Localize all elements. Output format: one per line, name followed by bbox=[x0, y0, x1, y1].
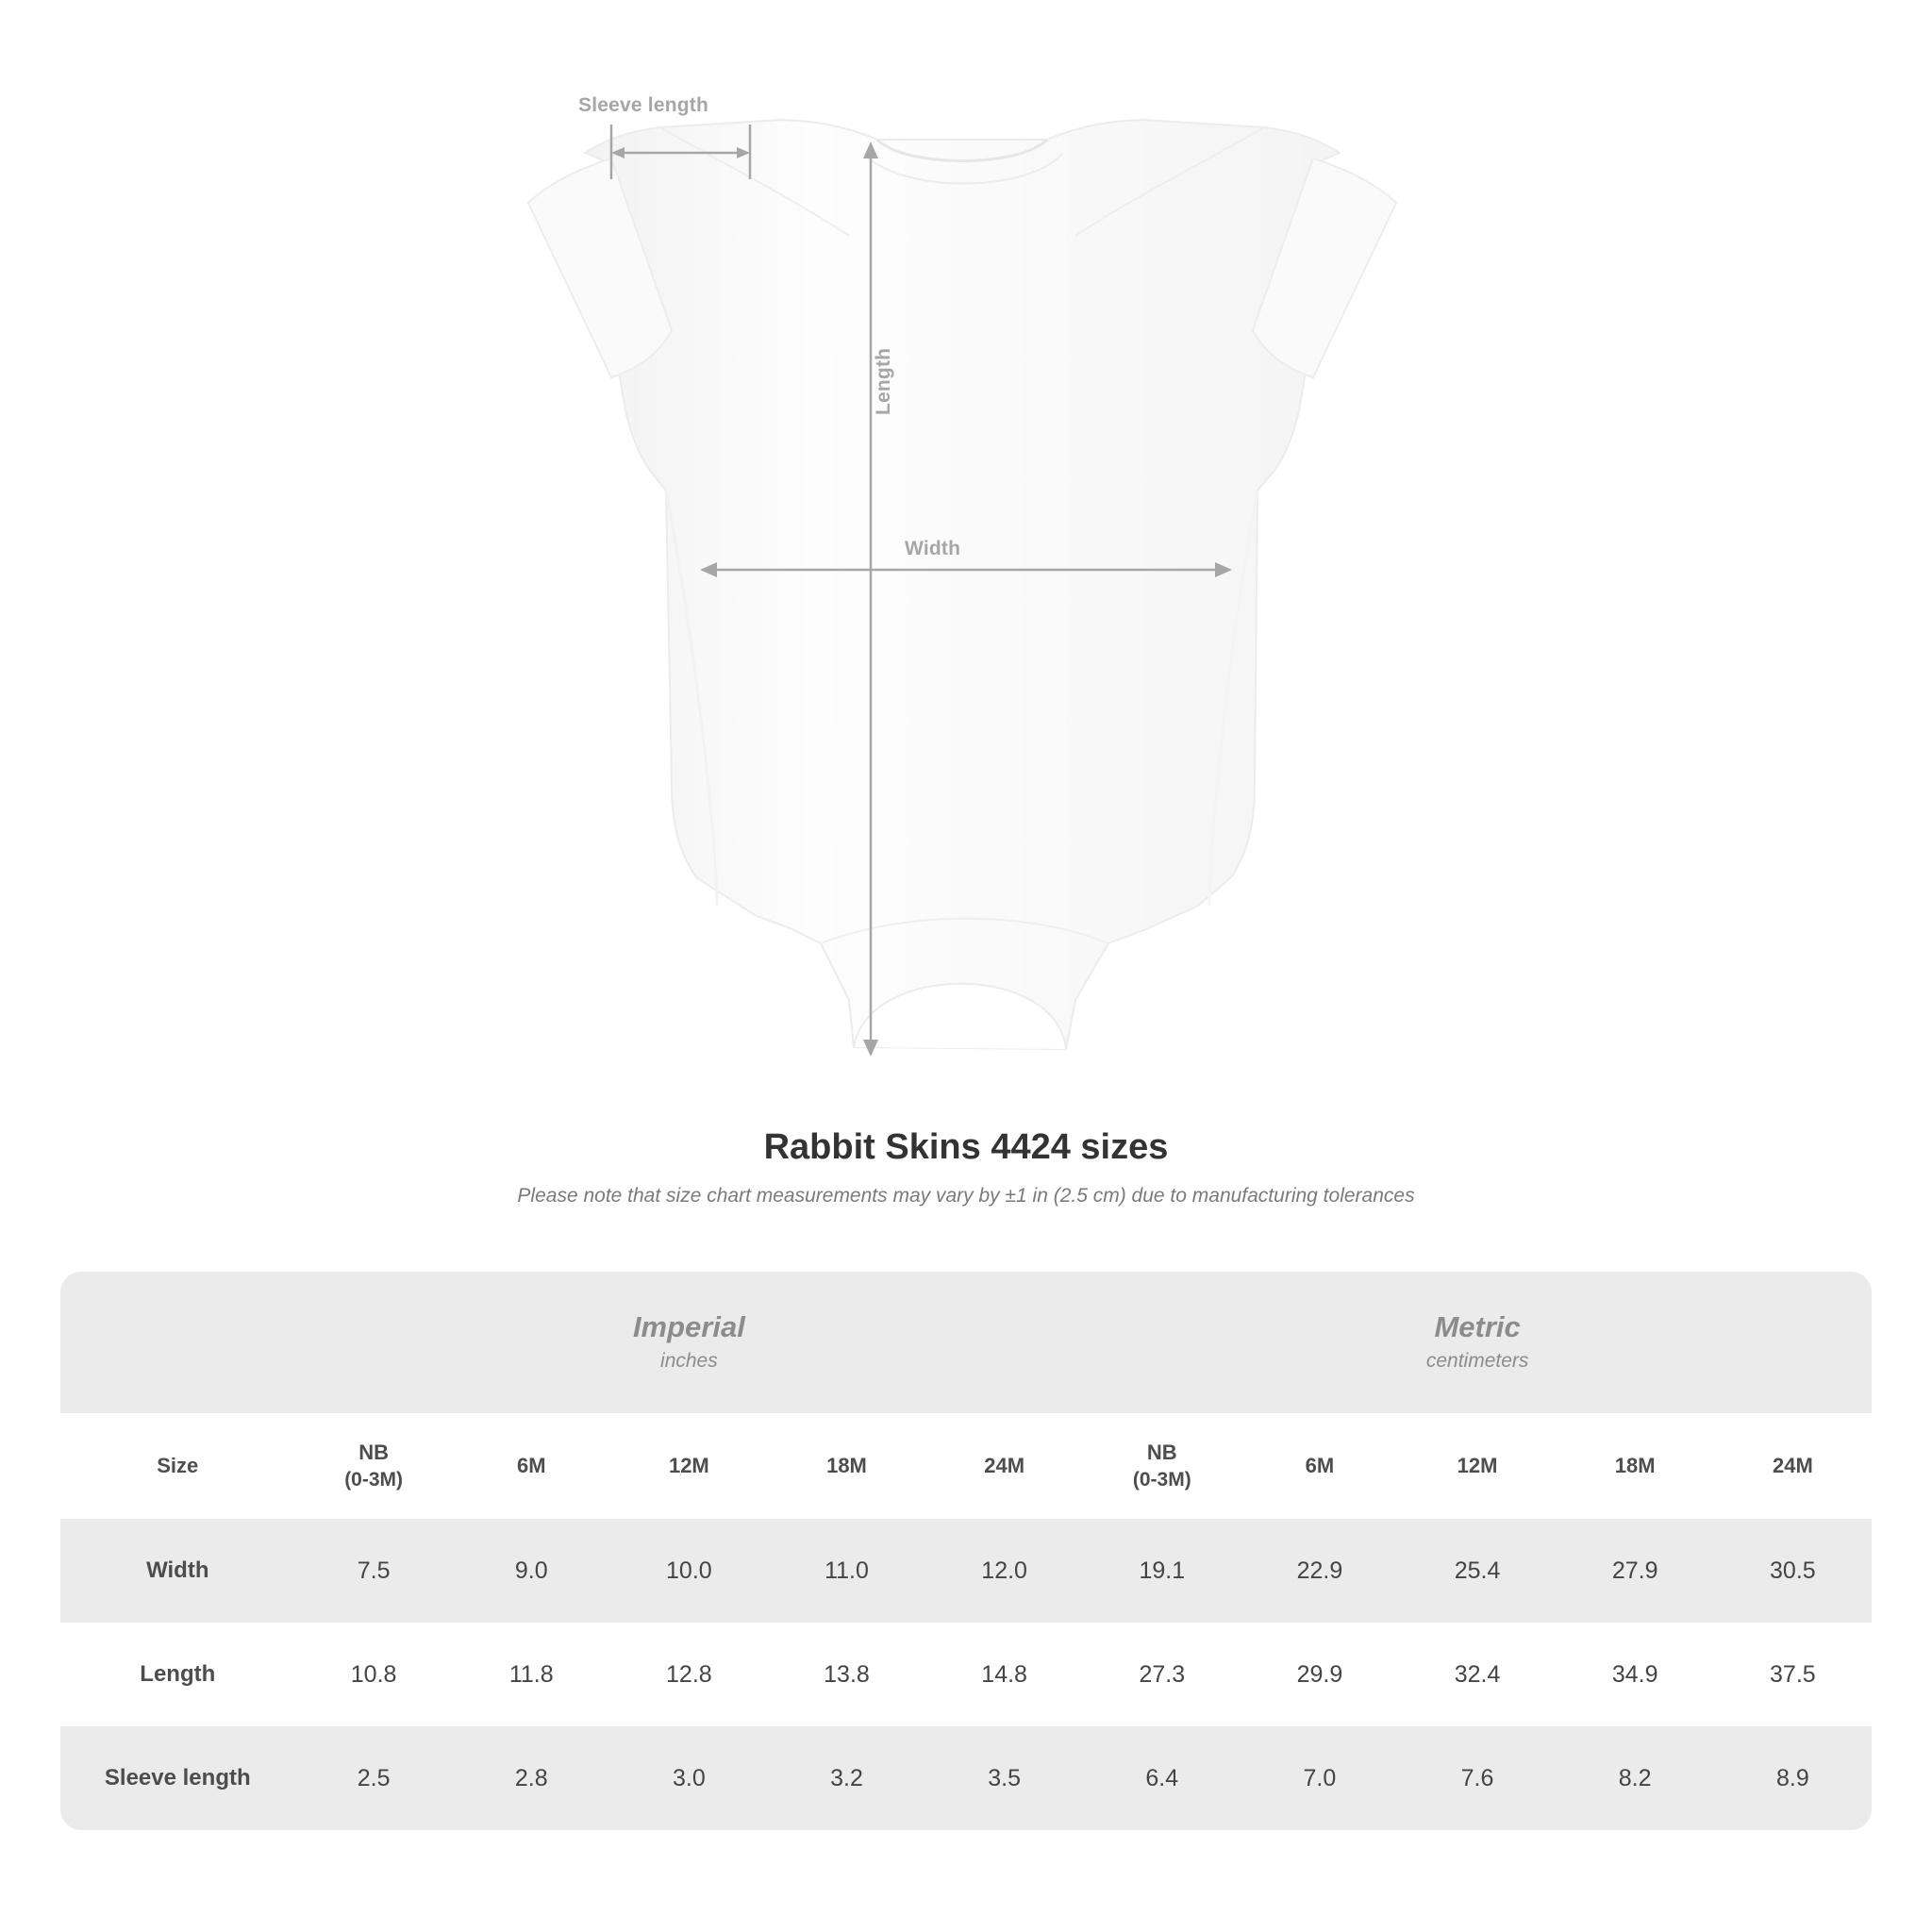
cell-sleeve-0: 2.5 bbox=[295, 1726, 453, 1830]
cell-width-5: 19.1 bbox=[1083, 1519, 1241, 1623]
cell-sleeve-7: 7.6 bbox=[1398, 1726, 1556, 1830]
cell-sleeve-2: 3.0 bbox=[610, 1726, 768, 1830]
cell-sleeve-9: 8.9 bbox=[1714, 1726, 1872, 1830]
header-col-8-label: 18M bbox=[1614, 1453, 1656, 1477]
tolerance-note: Please note that size chart measurements may vary by ±1 in (2.5 cm) due to manufacturing tolerances bbox=[517, 1185, 1415, 1207]
cell-width-1: 9.0 bbox=[453, 1519, 610, 1623]
cell-width-6: 22.9 bbox=[1241, 1519, 1398, 1623]
header-col-3-label: 18M bbox=[826, 1453, 867, 1477]
header-col-5-sub: (0-3M) bbox=[1132, 1468, 1191, 1491]
cell-length-3: 13.8 bbox=[768, 1623, 925, 1726]
unit-group-metric-name: Metric bbox=[1434, 1309, 1521, 1343]
cell-width-9: 30.5 bbox=[1714, 1519, 1872, 1623]
cell-length-4: 14.8 bbox=[925, 1623, 1083, 1726]
header-col-0-label: NB bbox=[358, 1441, 389, 1465]
table-row bbox=[60, 1623, 1872, 1726]
header-col-4 bbox=[925, 1413, 1083, 1519]
header-col-7-label: 12M bbox=[1457, 1453, 1498, 1477]
width-label: Width bbox=[905, 538, 961, 559]
unit-group-metric-sub: centimeters bbox=[1425, 1349, 1529, 1372]
unit-group-imperial-name: Imperial bbox=[632, 1309, 745, 1343]
header-col-3 bbox=[768, 1413, 925, 1519]
cell-width-2: 10.0 bbox=[610, 1519, 768, 1623]
header-col-8 bbox=[1557, 1413, 1714, 1519]
cell-length-5: 27.3 bbox=[1083, 1623, 1241, 1726]
bodysuit-shape bbox=[528, 120, 1396, 1049]
unit-group-header-row bbox=[60, 1272, 1872, 1413]
title-block bbox=[0, 1127, 1932, 1208]
header-col-1-label: 6M bbox=[516, 1453, 546, 1477]
row-label-length: Length bbox=[60, 1623, 295, 1726]
column-header-row bbox=[60, 1413, 1872, 1519]
cell-length-1: 11.8 bbox=[453, 1623, 610, 1726]
header-col-4-label: 24M bbox=[984, 1453, 1025, 1477]
header-size: Size bbox=[60, 1413, 295, 1519]
cell-length-6: 29.9 bbox=[1241, 1623, 1398, 1726]
header-col-9 bbox=[1714, 1413, 1872, 1519]
cell-width-0: 7.5 bbox=[295, 1519, 453, 1623]
header-col-2 bbox=[610, 1413, 768, 1519]
header-col-6-label: 6M bbox=[1305, 1453, 1335, 1477]
cell-width-7: 25.4 bbox=[1398, 1519, 1556, 1623]
unit-group-metric bbox=[1083, 1272, 1872, 1413]
size-table-wrap bbox=[60, 1272, 1872, 1830]
cell-length-7: 32.4 bbox=[1398, 1623, 1556, 1726]
cell-sleeve-6: 7.0 bbox=[1241, 1726, 1398, 1830]
header-col-2-label: 12M bbox=[668, 1453, 709, 1477]
header-col-0 bbox=[295, 1413, 453, 1519]
cell-sleeve-8: 8.2 bbox=[1557, 1726, 1714, 1830]
header-col-1 bbox=[453, 1413, 610, 1519]
cell-sleeve-3: 3.2 bbox=[768, 1726, 925, 1830]
row-label-width: Width bbox=[60, 1519, 295, 1623]
unit-group-imperial bbox=[295, 1272, 1084, 1413]
cell-length-8: 34.9 bbox=[1557, 1623, 1714, 1726]
page-title: Rabbit Skins 4424 sizes bbox=[763, 1127, 1169, 1167]
cell-length-0: 10.8 bbox=[295, 1623, 453, 1726]
table-row bbox=[60, 1726, 1872, 1830]
unit-header-spacer bbox=[60, 1272, 295, 1413]
table-row bbox=[60, 1519, 1872, 1623]
header-col-0-sub: (0-3M) bbox=[344, 1468, 404, 1491]
unit-group-imperial-sub: inches bbox=[660, 1349, 718, 1372]
length-label: Length bbox=[873, 347, 894, 415]
row-label-sleeve-length: Sleeve length bbox=[60, 1726, 295, 1830]
cell-sleeve-5: 6.4 bbox=[1083, 1726, 1241, 1830]
header-col-5-label: NB bbox=[1146, 1441, 1177, 1465]
cell-sleeve-4: 3.5 bbox=[925, 1726, 1083, 1830]
sleeve-length-label: Sleeve length bbox=[578, 94, 708, 116]
cell-sleeve-1: 2.8 bbox=[453, 1726, 610, 1830]
cell-width-3: 11.0 bbox=[768, 1519, 925, 1623]
header-col-9-label: 24M bbox=[1772, 1453, 1813, 1477]
header-col-6 bbox=[1241, 1413, 1398, 1519]
cell-length-2: 12.8 bbox=[610, 1623, 768, 1726]
cell-length-9: 37.5 bbox=[1714, 1623, 1872, 1726]
cell-width-4: 12.0 bbox=[925, 1519, 1083, 1623]
header-col-7 bbox=[1398, 1413, 1556, 1519]
header-col-5 bbox=[1083, 1413, 1241, 1519]
cell-width-8: 27.9 bbox=[1557, 1519, 1714, 1623]
size-table bbox=[60, 1272, 1872, 1830]
